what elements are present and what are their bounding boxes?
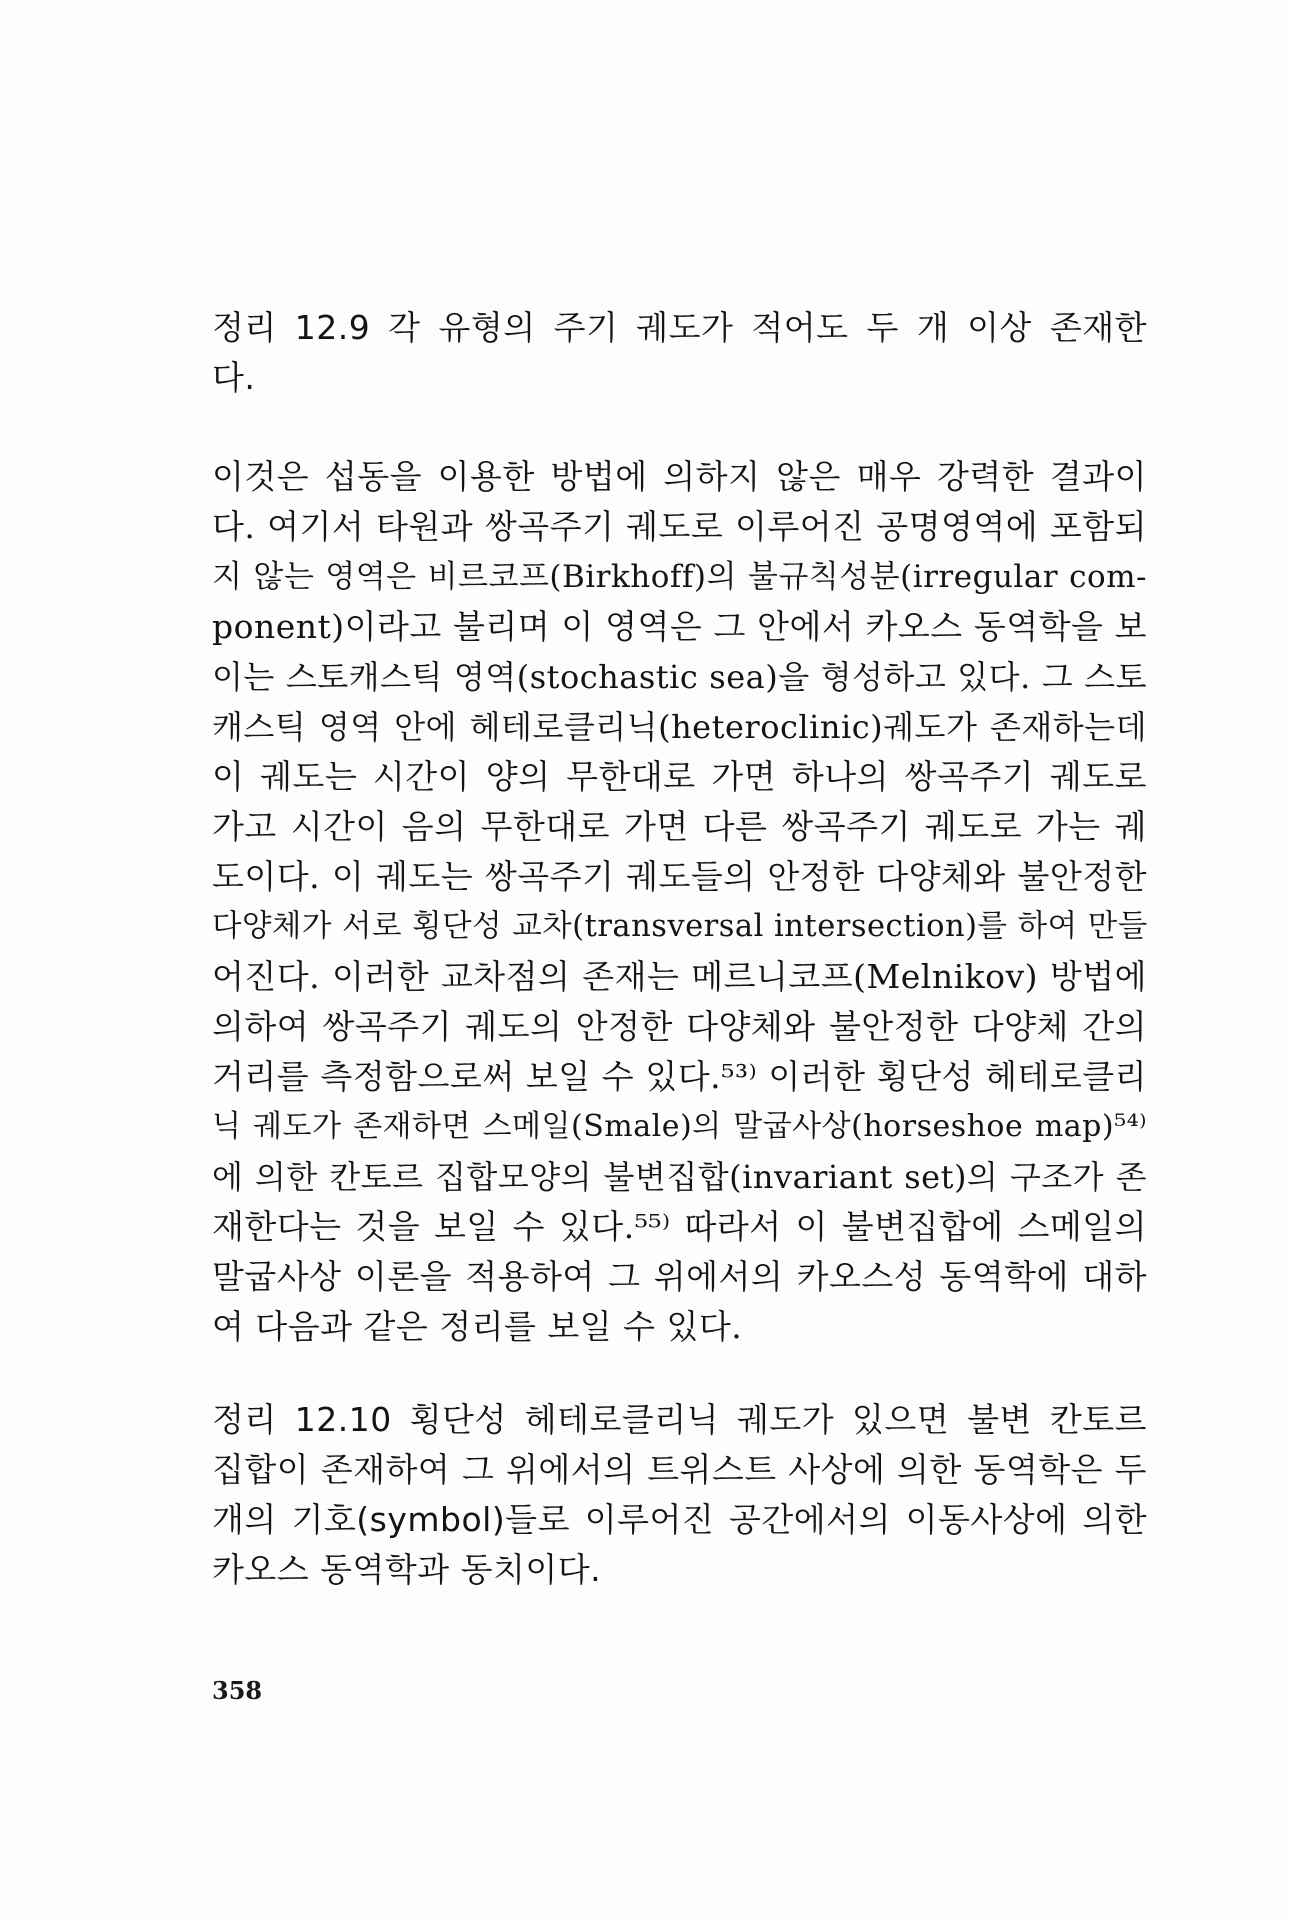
- paragraph-line: 여 다음과 같은 정리를 보일 수 있다.: [212, 1307, 743, 1346]
- paragraph-line: 캐스틱 영역 안에 헤테로클리닉(heteroclinic)궤도가 존재하는데: [212, 708, 1147, 746]
- theorem-12-9-line: 다.: [212, 358, 256, 397]
- paragraph-line: 다. 여기서 타원과 쌍곡주기 궤도로 이루어진 공명영역에 포함되: [212, 507, 1147, 546]
- paragraph-line: 거리를 측정함으로써 보일 수 있다.⁵³⁾ 이러한 횡단성 헤테로클리: [212, 1057, 1147, 1096]
- paragraph-line: ponent)이라고 불리며 이 영역은 그 안에서 카오스 동역학을 보: [212, 607, 1147, 646]
- theorem-12-10-line: 정리 12.10 횡단성 헤테로클리닉 궤도가 있으면 불변 칸토르: [212, 1400, 1147, 1439]
- paragraph-line: 지 않는 영역은 비르코프(Birkhoff)의 불규칙성분(irregular com-: [212, 559, 1147, 595]
- theorem-12-9-line: 정리 12.9 각 유형의 주기 궤도가 적어도 두 개 이상 존재한: [212, 308, 1147, 347]
- paragraph-line: 말굽사상 이론을 적용하여 그 위에서의 카오스성 동역학에 대하: [212, 1257, 1147, 1296]
- theorem-12-10-line: 집합이 존재하여 그 위에서의 트위스트 사상에 의한 동역학은 두: [212, 1450, 1147, 1489]
- body-paragraph: [212, 452, 1147, 1352]
- page-number: 358: [212, 1676, 263, 1705]
- paragraph-line: 가고 시간이 음의 무한대로 가면 다른 쌍곡주기 궤도로 가는 궤: [212, 807, 1147, 846]
- theorem-12-10: [212, 1395, 1147, 1595]
- theorem-12-10-line: 카오스 동역학과 동치이다.: [212, 1550, 602, 1589]
- paragraph-line: 이것은 섭동을 이용한 방법에 의하지 않은 매우 강력한 결과이: [212, 457, 1147, 496]
- paragraph-line: 다양체가 서로 횡단성 교차(transversal intersection)를 하여 만들: [212, 909, 1148, 944]
- paragraph-line: 닉 궤도가 존재하면 스메일(Smale)의 말굽사상(horseshoe map)⁵⁴⁾: [212, 1109, 1147, 1144]
- theorem-12-9: [212, 303, 1147, 403]
- paragraph-line: 에 의한 칸토르 집합모양의 불변집합(invariant set)의 구조가 존: [212, 1158, 1147, 1196]
- paragraph-line: 이 궤도는 시간이 양의 무한대로 가면 하나의 쌍곡주기 궤도로: [212, 757, 1147, 796]
- paragraph-line: 이는 스토캐스틱 영역(stochastic sea)을 형성하고 있다. 그 스토: [212, 658, 1147, 696]
- paragraph-line: 의하여 쌍곡주기 궤도의 안정한 다양체와 불안정한 다양체 간의: [212, 1007, 1147, 1046]
- theorem-12-10-line: 개의 기호(symbol)들로 이루어진 공간에서의 이동사상에 의한: [212, 1500, 1147, 1539]
- paragraph-line: 재한다는 것을 보일 수 있다.⁵⁵⁾ 따라서 이 불변집합에 스메일의: [212, 1207, 1147, 1246]
- paragraph-line: 도이다. 이 궤도는 쌍곡주기 궤도들의 안정한 다양체와 불안정한: [212, 857, 1147, 896]
- paragraph-line: 어진다. 이러한 교차점의 존재는 메르니코프(Melnikov) 방법에: [212, 957, 1147, 996]
